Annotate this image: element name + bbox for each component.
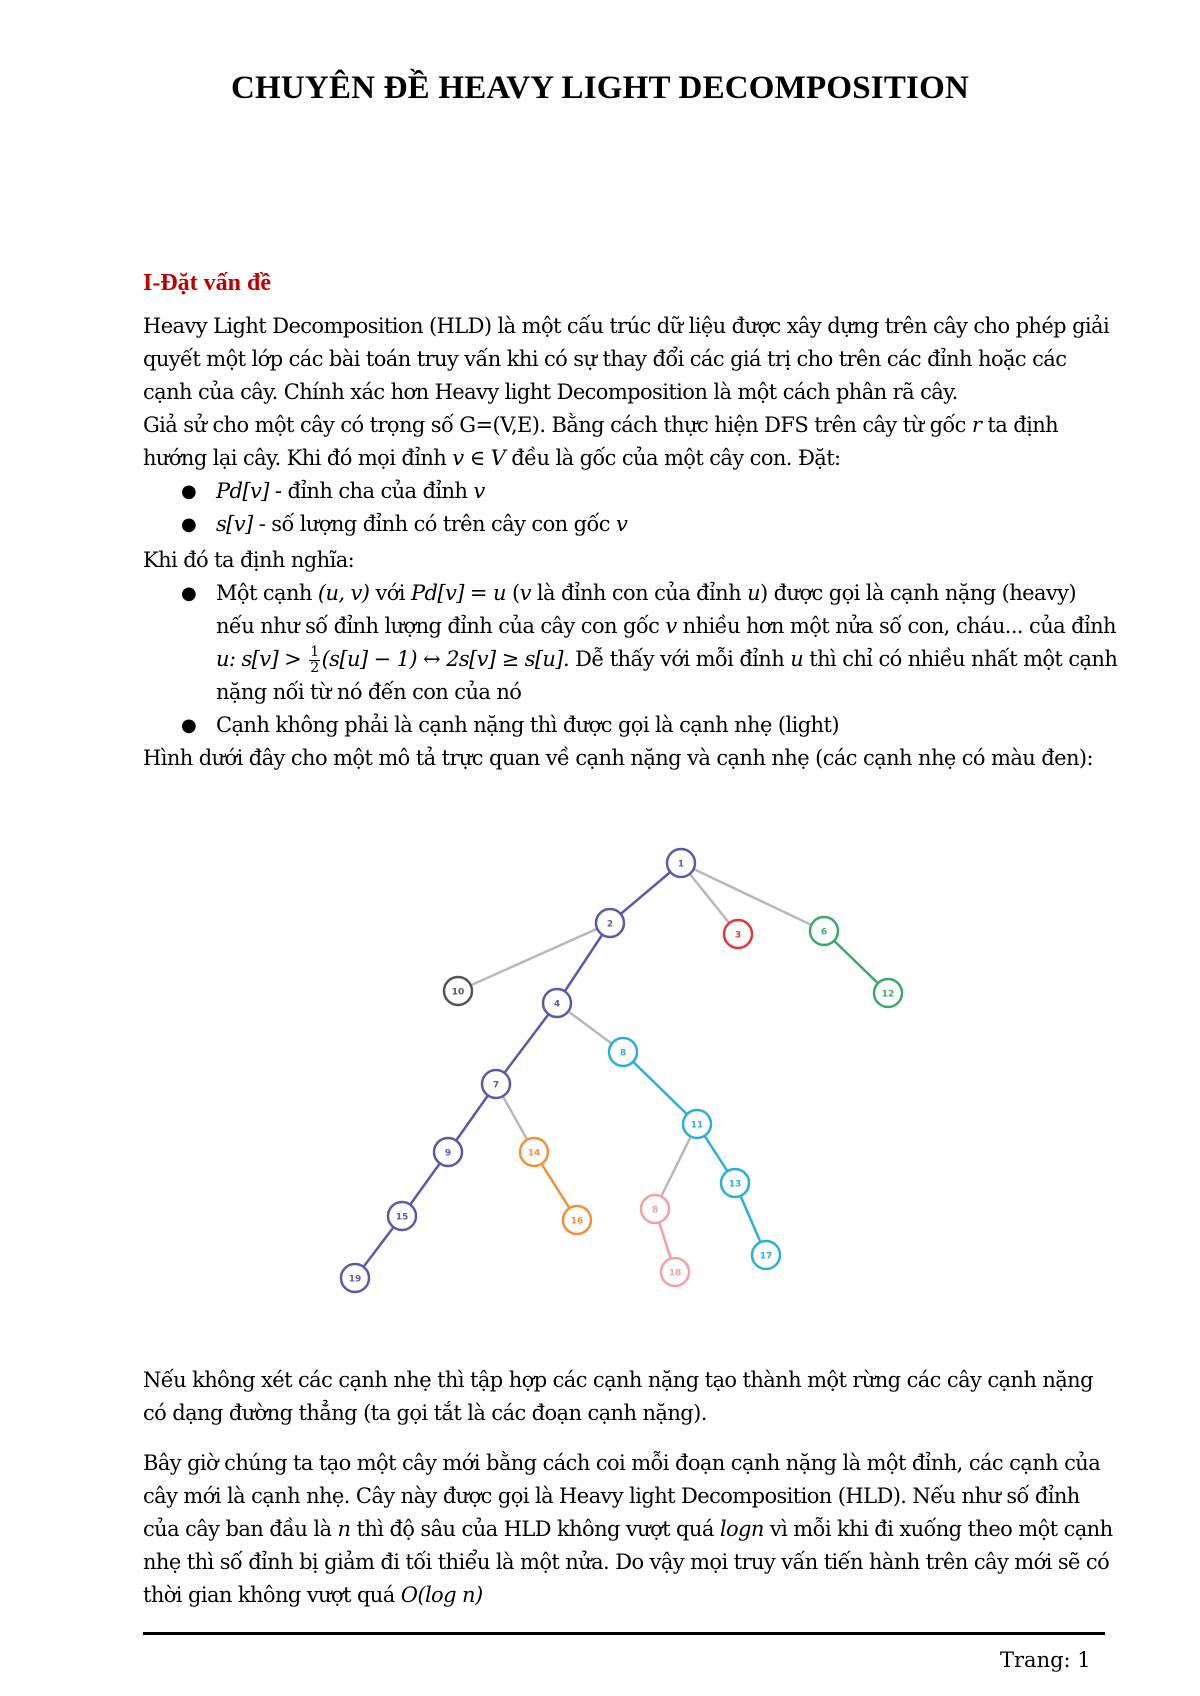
tree-node-label: 14 <box>527 1148 541 1159</box>
tree-node-label: 7 <box>492 1080 500 1091</box>
list-item: ● Cạnh không phải là cạnh nặng thì được gọi là cạnh nhẹ (light) <box>143 709 1118 742</box>
hld-paragraph: Bây giờ chúng ta tạo một cây mới bằng cách coi mỗi đoạn cạnh nặng là một đỉnh, các cạnh của cây mới là cạnh nhẹ. Cây này được gọi là Heavy light Decomposition (HLD). Nếu như số đỉnh của cây ban đầu là n thì độ sâu của HLD không vượt quá logn vì mỗi khi đi xuống theo một cạnh nhẹ thì số đỉnh bị giảm đi tối thiểu là một nửa. Do vậy mọi truy vấn tiến hành trên cây mới sẽ có thời gian không vượt quá O(log n) <box>143 1451 1113 1607</box>
forest-paragraph: Nếu không xét các cạnh nhẹ thì tập hợp các cạnh nặng tạo thành một rừng các cây cạnh nặng có dạng đường thẳng (ta gọi tắt là các đoạn cạnh nặng). <box>143 1368 1093 1425</box>
notation-list <box>143 475 1118 541</box>
tree-node-18 <box>661 1258 689 1286</box>
tree-node-11 <box>683 1110 711 1138</box>
tree-node-15 <box>388 1202 416 1230</box>
fraction: $\frac{1}{2}$ <box>310 644 319 676</box>
intro-paragraph: Heavy Light Decomposition (HLD) là một cấu trúc dữ liệu được xây dựng trên cây cho phép giải quyết một lớp các bài toán truy vấn khi có sự thay đổi các giá trị cho trên các đỉnh hoặc các cạnh của cây. Chính xác hơn Heavy light Decomposition là một cách phân rã cây. <box>143 314 1110 404</box>
tree-node-label: 6 <box>820 927 828 938</box>
tree-node-7 <box>482 1070 510 1098</box>
tree-node-13 <box>721 1169 749 1197</box>
definition-list <box>143 577 1118 742</box>
definition-lead: Khi đó ta định nghĩa: <box>143 548 355 572</box>
list-item: ● Một cạnh (u, v) với Pd[v] = u (v là đỉnh con của đỉnh u) được gọi là cạnh nặng (heavy) nếu như số đỉnh lượng đỉnh của cây con gốc v nhiều hơn một nửa số con, cháu... của đỉnh u: s[v] > $\frac{1}{2}$ (s[u] − 1) ↔ 2s[v] ≥ s[u]. Dễ thấy với mỗi đỉnh u thì chỉ có nhiều nhất một cạnh nặng nối từ nó đến con của nó <box>143 577 1118 709</box>
tree-node-10 <box>444 977 472 1005</box>
list-item: ● Pd[v] - đỉnh cha của đỉnh v <box>143 475 1118 508</box>
tree-node-label: 3 <box>734 930 742 941</box>
tree-node-label: 16 <box>570 1216 584 1227</box>
tree-node-2 <box>596 909 624 937</box>
tree-node-p8 <box>641 1195 669 1223</box>
bullet-icon: ● <box>181 715 197 736</box>
tree-node-label: 11 <box>690 1120 704 1131</box>
tree-node-label: 8 <box>619 1048 627 1059</box>
list-item: ● s[v] - số lượng đỉnh có trên cây con gốc v <box>143 508 1118 541</box>
tree-node-3 <box>724 920 752 948</box>
tree-node-12 <box>874 979 902 1007</box>
tree-node-17 <box>752 1241 780 1269</box>
tree-node-label: 2 <box>606 919 614 930</box>
definition-block <box>143 544 1118 775</box>
tree-node-label: 17 <box>759 1251 773 1262</box>
footer-rule <box>143 1632 1105 1635</box>
tree-node-label: 13 <box>728 1179 742 1190</box>
intro-paragraph-2: Giả sử cho một cây có trọng số G=(V,E). Bằng cách thực hiện DFS trên cây từ gốc r ta định hướng lại cây. Khi đó mọi đỉnh v ∈ V đều là gốc của một cây con. Đặt: <box>143 413 1059 470</box>
bullet-icon: ● <box>181 514 197 535</box>
page-number: Trang: 1 <box>1000 1648 1091 1672</box>
intro-block <box>143 310 1118 541</box>
bullet-icon: ● <box>181 583 197 604</box>
tree-node-label: 12 <box>881 989 895 1000</box>
tree-node-16 <box>563 1206 591 1234</box>
tree-node-label: 9 <box>444 1148 452 1159</box>
tree-node-4 <box>543 989 571 1017</box>
tree-node-5 <box>609 1038 637 1066</box>
figure-caption: Hình dưới đây cho một mô tả trực quan về cạnh nặng và cạnh nhẹ (các cạnh nhẹ có màu đen): <box>143 746 1093 770</box>
document-title: CHUYÊN ĐỀ HEAVY LIGHT DECOMPOSITION <box>230 70 969 106</box>
tree-node-label: 15 <box>395 1212 409 1223</box>
bullet-icon: ● <box>181 481 197 502</box>
tree-node-14 <box>520 1138 548 1166</box>
section-heading: I-Đặt vấn đề <box>143 270 272 296</box>
tree-node-9 <box>434 1138 462 1166</box>
tree-edge-5-11 <box>623 1052 697 1124</box>
tree-node-6 <box>810 917 838 945</box>
hld-tree-figure <box>340 835 895 1335</box>
tree-node-label: 8 <box>651 1205 659 1216</box>
tree-node-label: 10 <box>451 987 465 998</box>
after-block <box>143 1364 1118 1612</box>
tree-node-label: 18 <box>668 1268 682 1279</box>
tree-edge-1-6 <box>681 863 824 931</box>
tree-node-label: 4 <box>553 999 561 1010</box>
tree-node-label: 19 <box>348 1274 362 1285</box>
tree-node-1 <box>667 849 695 877</box>
tree-node-19 <box>341 1264 369 1292</box>
tree-node-label: 1 <box>677 859 685 870</box>
